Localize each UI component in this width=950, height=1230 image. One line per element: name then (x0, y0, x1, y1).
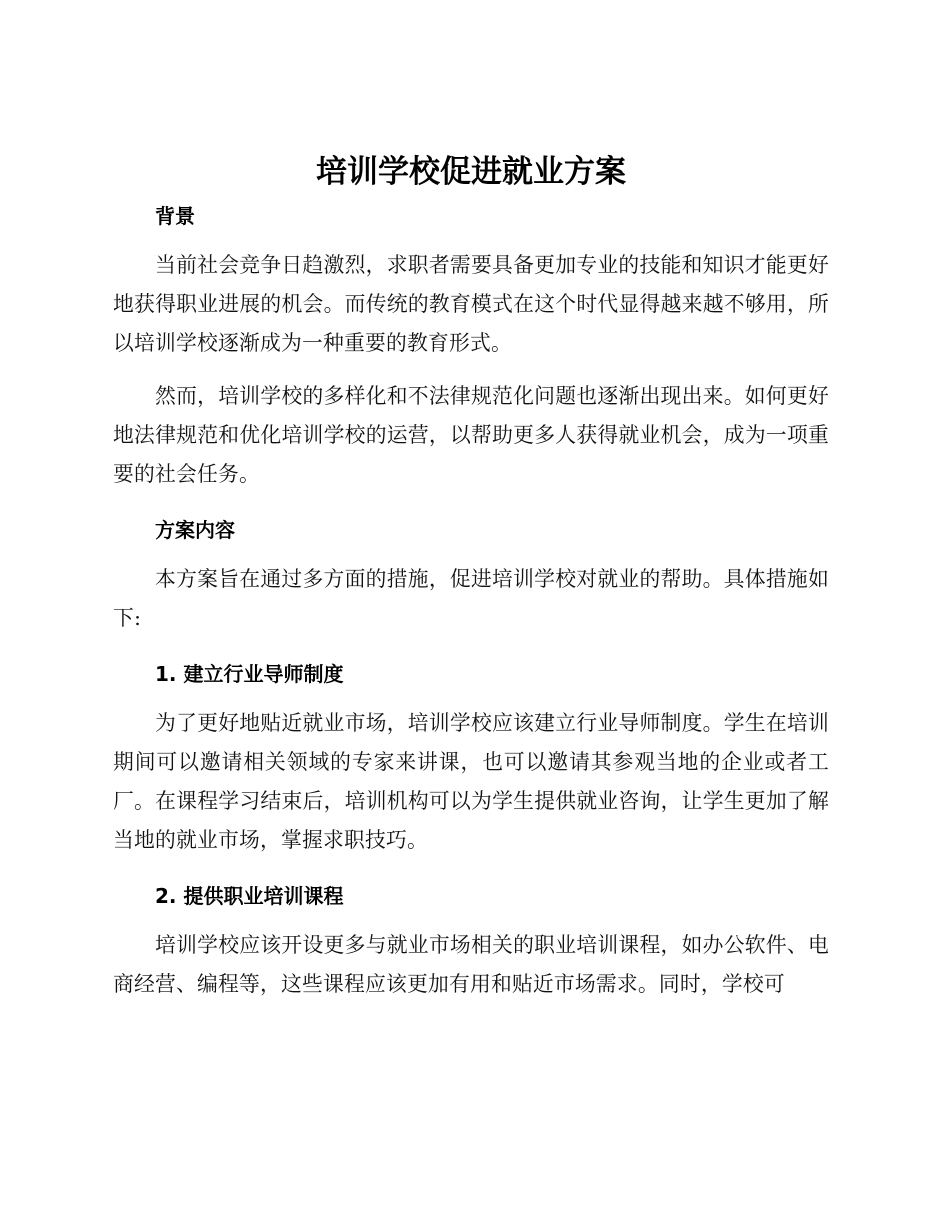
section-heading-background: 背景 (155, 204, 195, 228)
document-page (113, 150, 829, 1004)
section-heading-measure-2: 2. 提供职业培训课程 (155, 884, 344, 908)
background-paragraph-1: 当前社会竞争日趋激烈，求职者需要具备更加专业的技能和知识才能更好地获得职业进展的机会。而传统的教育模式在这个时代显得越来越不够用，所以培训学校逐渐成为一种重要的教育形式。 (113, 253, 829, 355)
background-paragraph-2: 然而，培训学校的多样化和不法律规范化问题也逐渐出现出来。如何更好地法律规范和优化培训学校的运营，以帮助更多人获得就业机会，成为一项重要的社会任务。 (113, 384, 829, 486)
section-heading-plan: 方案内容 (155, 518, 235, 542)
measure-2-paragraph: 培训学校应该开设更多与就业市场相关的职业培训课程，如办公软件、电商经营、编程等，这些课程应该更加有用和贴近市场需求。同时，学校可 (113, 933, 829, 996)
measure-1-paragraph: 为了更好地贴近就业市场，培训学校应该建立行业导师制度。学生在培训期间可以邀请相关领域的专家来讲课，也可以邀请其参观当地的企业或者工厂。在课程学习结束后，培训机构可以为学生提供就业咨询，让学生更加了解当地的就业市场，掌握求职技巧。 (113, 711, 829, 852)
document-title: 培训学校促进就业方案 (316, 154, 626, 190)
plan-intro-paragraph: 本方案旨在通过多方面的措施，促进培训学校对就业的帮助。具体措施如下: (113, 567, 829, 630)
section-heading-measure-1: 1. 建立行业导师制度 (155, 662, 344, 686)
